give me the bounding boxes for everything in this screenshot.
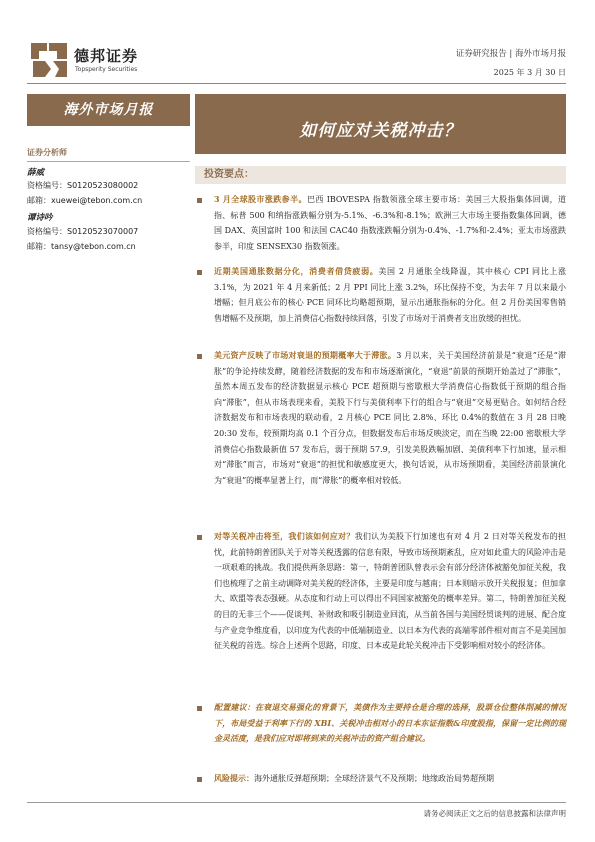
key-point-item	[197, 192, 566, 254]
key-point-body: 3 月以来，关于美国经济前景是“衰退”还是“滞胀”的争论持续发酵，随着经济数据的发布和市场逐渐演化，“衰退”前景的预期开始盖过了“滞胀”，虽然本周五发布的经济数据显示核心 PCE 超预期与密歇根大学消费信心指数低于预期的组合指向“滞胀”，但从市场表现来看，美股下行与美债利率下行的组合与“衰退”交易更贴合。如何结合经济数据发布和市场表现的联动看，2 月核心 PCE 同比 2.8%、环比 0.4%的数值在 3 月 28 日晚 20:30 发布，较预期均高 0.1 个百分点，但数据发布后市场反映淡定，而在当晚 22:00 密歇根大学消费信心指数最新值 57 发布后，弱于预期 57.9，引发美股跌幅加剧、美债利率下行加速，显示相对“滞胀”而言，市场对“衰退”的担忧和敏感度更大，换句话说，从市场预期看，美国经济前景演化为“衰退”的概率显著上行，而“滞胀”的概率相对较低。	[214, 351, 566, 485]
email-label: 邮箱：	[27, 196, 51, 205]
cert-label: 资格编号：	[27, 227, 67, 236]
tebon-logo-icon	[27, 39, 71, 81]
page-title: 如何应对关税冲击？	[299, 121, 462, 141]
key-point-body: 我们认为美股下行加速也有对 4 月 2 日对等关税发布的担忧，此前特朗普团队关于对等关税透露的信息有限，导致市场预期紊乱，应对如此重大的风险冲击是一项艰难的挑战。我们提供两条思路：第一，特朗普团队曾表示会有部分经济体被豁免加征关税，我们也梳理了之前主动调降对美关税的经济体，主要是印度与越南；日本则暗示放开关税报复；但加拿大、欧盟等表态强硬。从态度和行动上可以得出不同国家被豁免的概率差异。第二，特朗普加征关税的目的无非三个——促谈判、补财政和吸引制造业回流，从当前各国与美国经贸谈判的进展、配合度与产业竞争维度看，以印度为代表的中低端制造业、以日本为代表的高端零部件相对而言不是美国加征关税的首选。综合上述两个思路，印度、日本或是此轮关税冲击下受影响相对较小的经济体。	[214, 532, 566, 651]
brand-logo	[27, 39, 155, 81]
analyst-email	[27, 195, 142, 206]
report-date: 2025 年 3 月 30 日	[493, 68, 566, 77]
key-point-body: 海外通胀反弹超预期；全球经济景气不及预期；地缘政治局势超预期	[254, 774, 494, 783]
key-point-item	[197, 529, 566, 654]
bullet-square-icon	[197, 706, 202, 711]
bullet-square-icon	[197, 198, 202, 203]
key-point-item	[197, 700, 566, 747]
logo-name-en: Topsperity Securities	[75, 66, 138, 73]
main-title-banner	[195, 94, 566, 154]
key-point-body: 美国 2 月通胀全线降温，其中核心 CPI 同比上涨 3.1%，为 2021 年 4 月来新低；2 月 PPI 同比上涨 3.2%，环比保持不变，为去年 7 月以来最小增幅；但月底公布的核心 PCE 同环比均略超预期，显示出通胀指标的分化。但 2 月份美国零售销售增幅不及预期，加上消费信心指数持续回落，引发了市场对于消费者支出放缓的担忧。	[214, 267, 566, 323]
key-point-lead: 配置建议：在衰退交易强化的背景下，美债作为主要持仓是合理的选择，股票仓位整体削减的情况下，布局受益于利率下行的 XBI、关税冲击相对小的日本东证指数&印度股指，保留一定比例的现金灵活度，是我们应对即将到来的关税冲击的资产组合建议。	[214, 702, 566, 744]
cert-number: S0120523070007	[67, 227, 139, 236]
bullet-square-icon	[197, 270, 202, 275]
cert-number: S0120523080002	[67, 181, 139, 190]
bullet-square-icon	[197, 535, 202, 540]
key-points-heading: 投资要点：	[195, 166, 566, 184]
key-point-item	[197, 771, 566, 787]
report-type: 证券研究报告 | 海外市场月报	[455, 49, 566, 59]
logo-name-cn: 德邦证券	[74, 47, 139, 65]
email-label: 邮箱：	[27, 242, 51, 251]
key-point-lead: 风险提示：	[214, 773, 254, 783]
analyst-email	[27, 241, 136, 252]
key-point-lead: 对等关税冲击将至，我们该如何应对？	[214, 531, 355, 541]
key-point-lead: 近期美国通胀数据分化，消费者借贷疲弱。	[214, 266, 379, 276]
bullet-square-icon	[197, 354, 202, 359]
analyst-name: 谭诗吟	[27, 213, 53, 223]
email-address[interactable]: tansy@tebon.com.cn	[51, 242, 136, 251]
analyst-name: 薛威	[27, 168, 45, 178]
analyst-cert	[27, 180, 138, 191]
key-point-item	[197, 264, 566, 326]
footer-disclaimer: 请务必阅读正文之后的信息披露和法律声明	[423, 809, 566, 818]
analyst-heading: 证券分析师	[27, 147, 190, 162]
key-point-lead: 3 月全球股市涨跌参半。	[214, 194, 307, 204]
key-point-item	[197, 348, 566, 488]
analyst-cert	[27, 226, 138, 237]
bullet-square-icon	[197, 777, 202, 782]
side-title-banner: 海外市场月报	[27, 94, 190, 126]
key-point-body: 巴西 IBOVESPA 指数领涨全球主要市场：美国三大股指集体回调，道指、标普 500 和纳指涨跌幅分别为-5.1%、-6.3%和-8.1%；欧洲三大市场主要指数集体回调，德国 DAX、英国富时 100 和法国 CAC40 指数涨跌幅分别为-0.4%、-1.7%和-2.4%；亚太市场涨跌参半，印度 SENSEX30 指数领涨。	[214, 195, 566, 251]
header-divider	[27, 83, 566, 84]
email-address[interactable]: xuewei@tebon.com.cn	[51, 196, 143, 205]
cert-label: 资格编号：	[27, 181, 67, 190]
key-point-lead: 美元资产反映了市场对衰退的预期概率大于滞胀。	[214, 350, 397, 360]
footer-divider	[27, 802, 566, 803]
